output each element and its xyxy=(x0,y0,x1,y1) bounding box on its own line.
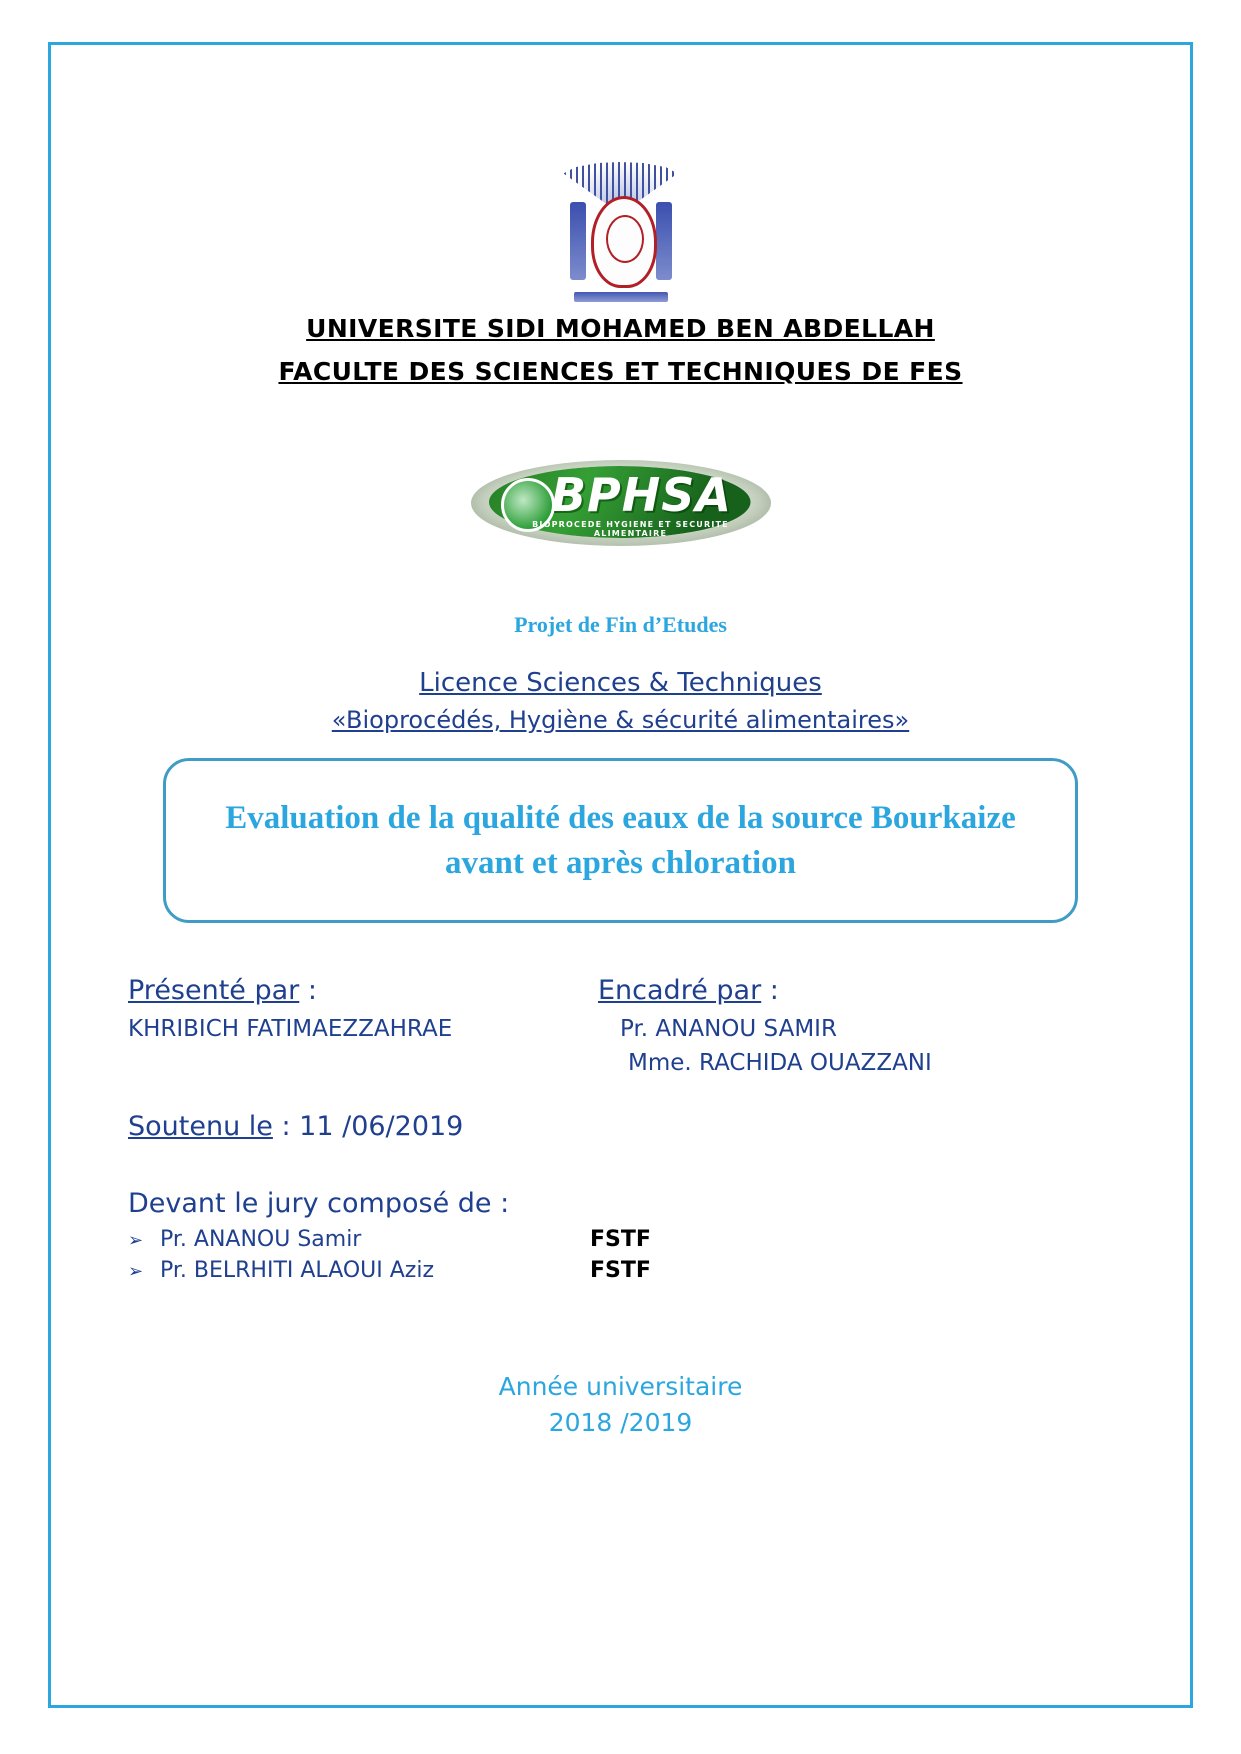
defense-date-line xyxy=(128,1111,1133,1142)
presented-by-heading-text: Présenté par xyxy=(128,975,300,1006)
academic-year-block xyxy=(108,1369,1133,1442)
jury-bullet-icon: ➢ xyxy=(128,1230,144,1251)
thesis-title-box xyxy=(163,758,1078,923)
jury-member-name: Pr. BELRHITI ALAOUI Aziz xyxy=(160,1258,435,1283)
university-crest-wrapper xyxy=(108,162,1133,304)
jury-member-row xyxy=(128,1227,1133,1252)
defense-date-value: : 11 /06/2019 xyxy=(272,1111,464,1142)
defense-date-label: Soutenu le xyxy=(128,1111,273,1142)
supervisor-name-2: Mme. RACHIDA OUAZZANI xyxy=(628,1050,932,1076)
academic-year-value: 2018 /2019 xyxy=(548,1408,693,1438)
supervised-by-block xyxy=(598,975,932,1076)
supervised-by-heading-colon: : xyxy=(761,975,779,1006)
crest-base xyxy=(574,292,668,302)
university-name-line-2: FACULTE DES SCIENCES ET TECHNIQUES DE FES xyxy=(278,357,963,386)
jury-bullet-icon: ➢ xyxy=(128,1261,144,1282)
degree-line-2: «Bioprocédés, Hygiène & sécurité alimentaires» xyxy=(331,706,910,734)
logo-tagline: BIOPROCEDE HYGIENE ET SECURITE ALIMENTAIRE xyxy=(532,520,729,538)
crest-left-column xyxy=(570,202,586,280)
thesis-title: Evaluation de la qualité des eaux de la source Bourkaize avant et après chloration xyxy=(225,799,1016,881)
degree-line-1: Licence Sciences & Techniques xyxy=(419,668,822,698)
supervised-by-heading-text: Encadré par xyxy=(598,975,762,1006)
supervisor-name-1: Pr. ANANOU SAMIR xyxy=(620,1016,837,1042)
jury-member-name: Pr. ANANOU Samir xyxy=(160,1227,362,1252)
jury-member-row xyxy=(128,1258,1133,1283)
supervised-by-heading xyxy=(598,975,932,1006)
jury-member-institution: FSTF xyxy=(590,1227,651,1252)
cover-page-content xyxy=(48,42,1193,1708)
crest-shield xyxy=(591,196,657,288)
jury-heading: Devant le jury composé de : xyxy=(128,1188,510,1219)
bphsa-logo-wrapper xyxy=(108,444,1133,560)
crest-right-column xyxy=(656,202,672,280)
jury-member-institution: FSTF xyxy=(590,1258,651,1283)
academic-year-label: Année universitaire xyxy=(498,1372,743,1401)
presented-by-heading xyxy=(128,975,452,1006)
presented-by-block xyxy=(128,975,452,1042)
bphsa-logo-icon xyxy=(471,444,771,560)
jury-list xyxy=(128,1227,1133,1283)
student-name: KHRIBICH FATIMAEZZAHRAE xyxy=(128,1016,453,1042)
presented-by-heading-colon: : xyxy=(299,975,317,1006)
logo-wordmark: BPHSA xyxy=(550,468,732,522)
university-name-line-1: UNIVERSITE SIDI MOHAMED BEN ABDELLAH xyxy=(306,314,935,343)
university-crest-icon xyxy=(560,162,682,304)
people-section xyxy=(108,975,1133,1105)
project-type-label: Projet de Fin d’Etudes xyxy=(514,612,727,637)
